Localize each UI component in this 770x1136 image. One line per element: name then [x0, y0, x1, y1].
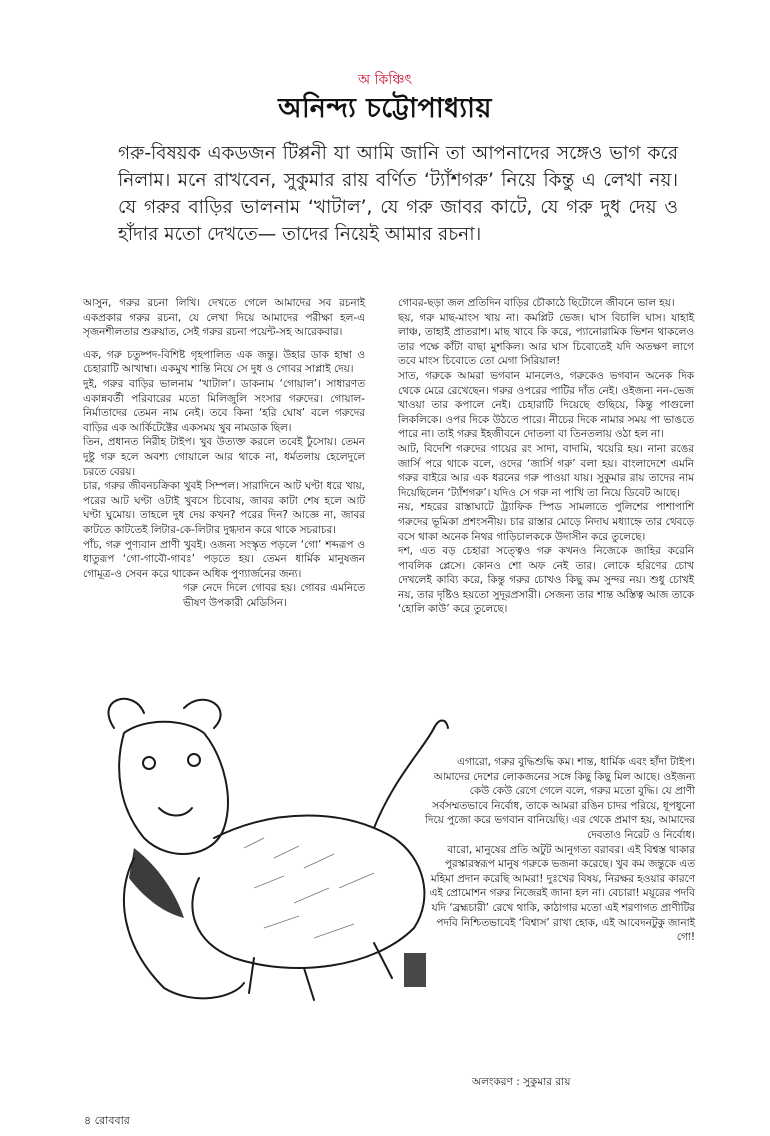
paragraph: গরু নেদে দিলে গোবর হয়। গোবর এমনিতে ভীষণ উপকারী মেডিসিন। — [183, 582, 365, 609]
paragraph: পাঁচ, গরু পুণ্যবান প্রাণী খুবই। ওজন্য সংস্কৃত পড়লে ‘গো’ শব্দরূপ ও ধাতুরূপ ‘গো-গাবৌ-গাবঃ’ পড়তে হয়। তেমন ধার্মিক মানুষজন গোমূত্র-ও সেবন করে থাকেন অধিক পুণ্যার্জনের জন্য। — [83, 538, 365, 580]
paragraph: সাত, গরুকে আমরা ভগবান মানলেও, গরুকেও ভগবান অনেক দিক থেকে মেরে রেখেছেন। গরুর ওপরের পাটির দাঁত নেই। ওইজন্য নন-ভেজ খাওয়া তার কপালে নেই। চেহারাটি দিয়েছে গুছিয়ে, কিন্তু পাগুলো লিকলিকে। ওপর দিকে উঠতে পারে। নীচের দিকে নামার সময় পা ভাঙতে পারে না। তাই গরুর ইহজীবনে দোতলা বা তিনতলায় ওঠা হল না। — [398, 369, 694, 441]
right-column-lower — [425, 755, 695, 945]
paragraph: গোবর-ছড়া জল প্রতিদিন বাড়ির চৌকাঠে ছিটোলে জীবনে ভাল হয়। — [398, 297, 675, 309]
paragraph: এগারো, গরুর বুদ্ধিশুদ্ধি কম। শান্ত, ধার্মিক এবং হাঁদা টাইপ। আমাদের দেশের লোকজনের সঙ্গে কিছু কিছু মিল আছে। ওইজন্য কেউ কেউ রেগে গেলে বলে, গরুর মতো বুদ্ধি। যে প্রাণী সর্বসম্মতভাবে নির্বোধ, তাকে আমরা রঙিন চাদর পরিয়ে, ধূপধুনো দিয়ে পুজো করে ভগবান বানিয়েছি। এর থেকে প্রমাণ হয়, আমাদের দেবতাও নিরেট ও নির্বোধ। — [425, 756, 695, 841]
paragraph: দুই, গরুর বাড়ির ভালনাম ‘খাটাল’। ডাকনাম ‘গোয়াল’। সাধারণত একান্নবর্তী পরিবারের মতো মিলিজুলি সংসার গরুদের। গোয়াল-নির্মাতাদের তেমন নাম নেই। তবে কিনা ‘হরি ঘোষ’ বলে গরুদের বাড়ির এক আর্কিটেক্টের একসময় খুব নামডাক ছিল। — [83, 377, 365, 434]
section-kicker: অ কিঞ্চিৎ — [357, 72, 413, 88]
paragraph: এক, গরু চতুষ্পদ-বিশিষ্ট গৃহপালিত এক জন্তু। উহার ডাক হাম্বা ও চেহারাটি আখাম্বা। একমুখ শান্তি নিয়ে সে দুধ ও গোবর সাপ্লাই দেয়। — [83, 348, 365, 376]
author-name: অনিন্দ্য চট্টোপাধ্যায় — [278, 93, 492, 124]
left-column — [83, 296, 365, 610]
cow-illustration — [74, 688, 454, 1018]
paragraph: আট, বিদেশি গরুদের গায়ের রং সাদা, বাদামি, খয়েরি হয়। নানা রঙের জার্সি পরে থাকে বলে, ওদের ‘জার্সি গরু’ বলা হয়। বাংলাদেশে এমনি গরুর বাইরে আর এক ধরনের গরু পাওয়া যায়। সুকুমার রায় তাদের নাম দিয়েছিলেন ‘ট্যাঁশগরু’। যদিও সে গরু না পাখি তা নিয়ে ডিবেট আছে। — [398, 442, 694, 499]
paragraph: দশ, এত বড় চেহারা সত্ত্বেও গরু কখনও নিজেকে জাহির করেনি পাবলিক প্লেসে। কোনও শো অফ নেই তার। লোকে হরিণের চোখ দেখলেই কাব্যি করে, কিন্তু গরুর চোখও কিছু কম সুন্দর নয়। শুধু চোখই নয়, তার দৃষ্টিও হয়তো সুদূরপ্রসারী। সেজন্য তার শান্ত অস্তিত্ব আজ তাকে ‘হোলি কাউ’ করে তুলেছে। — [398, 545, 694, 616]
paragraph: আসুন, গরুর রচনা লিখি। দেখতে গেলে আমাদের সব রচনাই একপ্রকার গরুর রচনা, যে লেখা দিয়ে আমাদের পরীক্ষা হল-এ সৃজনশীলতার শুরুয়াত, সেই গরুর রচনা পয়েন্ট-সহ আরেকবার। — [83, 297, 365, 339]
paragraph: নয়, শহরের রাস্তাঘাটে ট্র্যাফিক স্পিড সামলাতে পুলিশের পাশাপাশি গরুদের ভূমিকা প্রশংসনীয়। চার রাস্তার মোড়ে নিদাঘ মধ্যাহ্নে তার থেবড়ে বসে থাকা অনেক নিথর গাড়িচালককে উদাসীন করে তুলেছে। — [398, 501, 694, 543]
paragraph: তিন, প্রধানত নিরীহ টাইপ। খুব উত্যক্ত করলে তবেই ঢুঁসোয়। তেমন দুষ্টু গরু হলে অবশ্য গোয়ালে আর থাকে না, ধর্মতলায় হেলেদুলে চরতে বেরয়। — [83, 436, 365, 478]
intro-paragraph: গরু-বিষয়ক একডজন টিপ্পনী যা আমি জানি তা আপনাদের সঙ্গেও ভাগ করে নিলাম। মনে রাখবেন, সুকুমার রায় বর্ণিত ‘ট্যাঁশগরু’ নিয়ে কিন্তু এ লেখা নয়। যে গরুর বাড়ির ভালনাম ‘খাটাল’, যে গরু জাবর কাটে, যে গরু দুধ দেয় ও হাঁদার মতো দেখতে— তাদের নিয়েই আমার রচনা। — [118, 143, 678, 245]
illustration-credit: অলংকরণ : সুকুমার রায় — [472, 1076, 571, 1088]
right-column — [398, 296, 694, 617]
paragraph: চার, গরুর জীবনচক্রিকা খুবই সিম্পল। সারাদিনে আট ঘণ্টা ধরে খায়, পরের আট ঘণ্টা ওটাই খুবসে চিবোয়, জাবর কাটা শেষ হলে আট ঘণ্টা ঘুমোয়। তাহলে দুধ দেয় কখন? পরের দিন? আজ্ঞে না, জাবর কাটতে কাটতেই লিটার-কে-লিটার দুগ্ধদান করে থাকে সচরাচর। — [83, 480, 365, 536]
paragraph: ছয়, গরু মাছ-মাংস খায় না। কমপ্লিট ভেজ। ঘাস বিচালি ঘাস। যাহাই লাঞ্চ, তাহাই প্রাতরাশ। মাছ খাবে কি করে, প্যানোরামিক ভিশন থাকলেও তার পক্ষে কাঁটা বাছা মুশকিল। আর ঘাস চিবোতেই যদি অতক্ষণ লাগে তবে মাংস চিবোতে তো মেগা সিরিয়াল! — [398, 311, 694, 368]
paragraph: বারো, মানুষের প্রতি অটুট আনুগত্য বরাবর। এই বিশ্বস্ত থাকার পুরস্কারস্বরূপ মানুষ গরুকে ভজনা করেছে। খুব কম জন্তুকে এত মহিমা প্রদান করেছি আমরা! দুঃখের বিষয়, নিরক্ষর হওয়ার কারণে এই প্রোমোশন গরুর নিজেরই জানা হল না। বেচারা! ময়ূরের পদবি যদি ‘ব্রহ্মচারী’ রেখে থাকি, কাঠাগার মতো এই শরণাগত প্রাণীটির পদবি নিশ্চিতভাবেই ‘বিশ্বাস’ রাখা হোক, এই আবেদনটুকু জানাই গো! — [429, 843, 695, 944]
page-footer: ৪ রোববার — [84, 1114, 130, 1127]
